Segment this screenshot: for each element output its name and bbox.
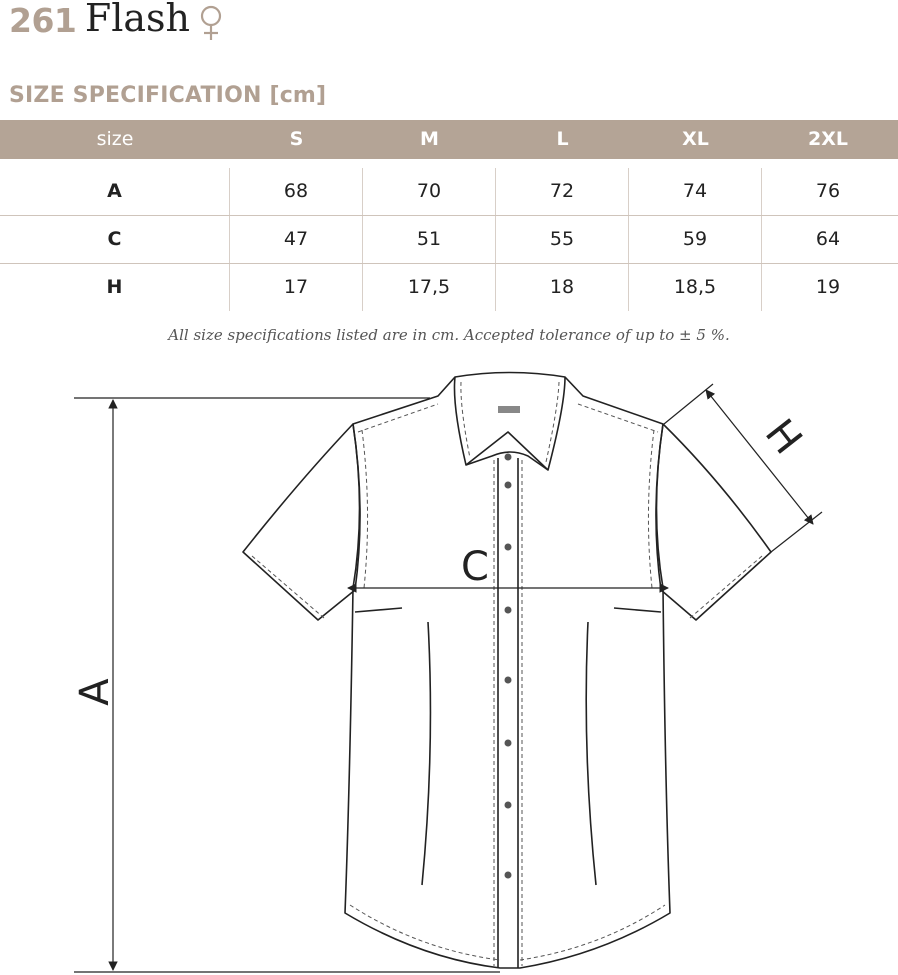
button [505, 544, 512, 551]
table-cell: 51 [363, 216, 496, 263]
right-sleeve-outline [656, 424, 771, 620]
button [505, 454, 512, 461]
table-cell: 18 [496, 264, 629, 311]
right-dart [586, 622, 596, 885]
size-table [0, 120, 898, 311]
collar-band [466, 432, 548, 470]
table-cell: 74 [629, 168, 762, 215]
right-bust-dart [614, 608, 661, 612]
table-cell: 17,5 [363, 264, 496, 311]
shirt-diagram [0, 360, 898, 975]
table-cell: 76 [815, 180, 841, 202]
hem-stitch [350, 905, 665, 960]
table-cell: 47 [230, 216, 363, 263]
table-cell: 72 [496, 168, 629, 215]
buttons [505, 454, 512, 879]
button [505, 677, 512, 684]
dim-h-extension-bottom [771, 512, 822, 552]
left-armhole-stitch [362, 430, 368, 588]
header-cell: S [289, 128, 304, 150]
female-symbol-icon [200, 5, 222, 41]
product-code: 261 [9, 1, 77, 40]
row-label: C [0, 216, 230, 263]
product-name: Flash [84, 0, 190, 40]
table-row [0, 215, 898, 263]
header-cell: M [420, 128, 439, 150]
shirt-body-outline [345, 373, 670, 969]
neck-label-icon [498, 406, 520, 413]
header-cell: XL [682, 128, 709, 150]
product-title [9, 0, 222, 46]
collar-stitch [461, 382, 559, 462]
row-label: H [0, 264, 230, 311]
row-label: A [0, 168, 230, 215]
table-row [0, 168, 898, 215]
left-dart [422, 622, 430, 885]
table-cell: 64 [815, 228, 841, 250]
table-cell: 17 [230, 264, 363, 311]
header-cell: L [556, 128, 569, 150]
table-cell: 70 [363, 168, 496, 215]
section-heading: SIZE SPECIFICATION [cm] [9, 83, 327, 108]
button [505, 872, 512, 879]
table-cell: 19 [815, 276, 841, 298]
table-row [0, 263, 898, 311]
dim-label-c: C [461, 544, 489, 590]
left-bust-dart [355, 608, 402, 612]
table-cell: 55 [496, 216, 629, 263]
dim-label-h: H [755, 410, 811, 464]
button [505, 607, 512, 614]
header-cell: 2XL [808, 128, 848, 150]
button [505, 802, 512, 809]
dim-label-a: A [72, 678, 118, 706]
right-armhole-stitch [648, 430, 654, 588]
button [505, 482, 512, 489]
dim-h-extension-top [664, 384, 713, 424]
tolerance-note: All size specifications listed are in cm. Accepted tolerance of up to ± 5 %. [168, 326, 730, 344]
table-cell: 59 [629, 216, 762, 263]
left-sleeve-outline [243, 424, 360, 620]
table-cell: 68 [230, 168, 363, 215]
table-cell: 18,5 [629, 264, 762, 311]
left-cuff-stitch [252, 556, 324, 618]
header-cell-size: size [96, 128, 134, 150]
right-cuff-stitch [690, 556, 762, 618]
table-header-row [0, 120, 898, 159]
button [505, 740, 512, 747]
dim-h-arrow [706, 390, 813, 524]
